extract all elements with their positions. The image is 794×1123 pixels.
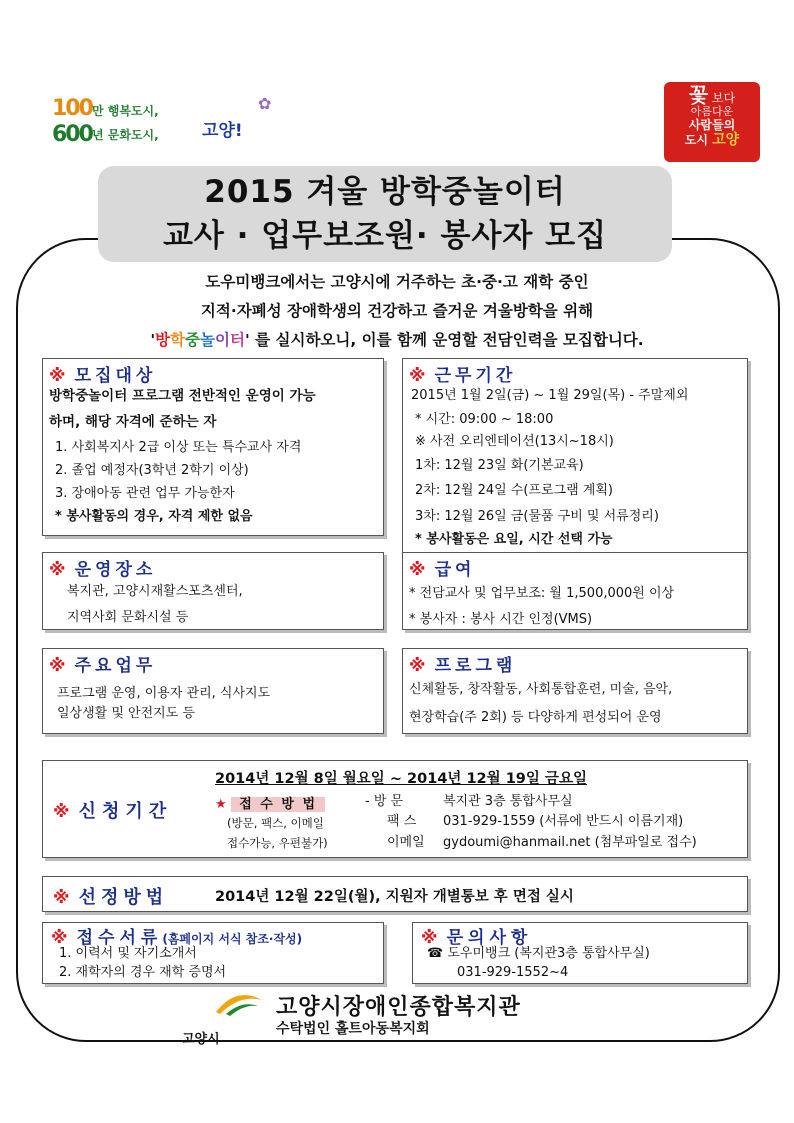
- logo-line2: 사람들의: [688, 118, 736, 132]
- program-line2: 현장학습(주 2회) 등 다양하게 편성되어 운영: [409, 710, 662, 725]
- flower-city-logo: [664, 82, 760, 162]
- main-duties-box: [42, 648, 384, 734]
- logo-slogan-line1: 만 행복도시,: [92, 104, 159, 118]
- goyang-city-logo: [182, 990, 276, 1047]
- title-line1: 2015 겨울 방학중놀이터: [204, 174, 566, 210]
- asterisk-icon: ※: [421, 928, 442, 948]
- title-line2: 교사 · 업무보조원· 봉사자 모집: [162, 218, 608, 254]
- place-heading: 운영장소: [74, 560, 157, 580]
- duty-line1: 프로그램 운영, 이용자 관리, 식사지도: [57, 686, 271, 701]
- recruit-note: * 봉사활동의 경우, 자격 제한 없음: [55, 509, 253, 524]
- logo-city-name: 고양!: [202, 121, 243, 141]
- footer-org-name: 고양시장애인종합복지관: [276, 995, 521, 1020]
- method-row-value: 031-929-1559 (서류에 반드시 이름기재): [443, 814, 684, 829]
- place-line2: 지역사회 문화시설 등: [67, 610, 189, 625]
- method-row-key: - 방 문: [365, 794, 404, 809]
- selection-method-box: [42, 876, 748, 912]
- program-box: [402, 648, 748, 734]
- period-heading: 근무기간: [434, 366, 517, 386]
- method-label: 접 수 방 법: [231, 797, 325, 812]
- recruit-item: 3. 장애아동 관련 업무 가능한자: [55, 486, 235, 501]
- flower-icon: ✿: [258, 94, 272, 113]
- intro-line3: [40, 328, 754, 350]
- recruit-item: 1. 사회복지사 2급 이상 또는 특수교사 자격: [55, 440, 302, 455]
- recruit-target-box: [42, 358, 384, 536]
- recruit-lead2: 하며, 해당 자격에 준하는 자: [49, 414, 217, 430]
- program-name-char: 방: [155, 331, 171, 349]
- recruit-item: 2. 졸업 예정자(3학년 2학기 이상): [55, 463, 249, 478]
- quote-open: ': [150, 331, 156, 349]
- swoosh-icon: [196, 990, 276, 1018]
- asterisk-icon: ※: [409, 656, 430, 676]
- duty-line2: 일상생활 및 안전지도 등: [57, 706, 195, 721]
- city-slogan-logo: [52, 92, 292, 154]
- method-row-key: 이메일: [387, 835, 425, 850]
- logo-city: 고양: [712, 132, 740, 148]
- method-sub2: 접수가능, 우편불가): [227, 836, 328, 850]
- pay-line2: * 봉사자 : 봉사 시간 인정(VMS): [409, 612, 593, 627]
- asterisk-icon: ※: [409, 366, 430, 386]
- select-text: 2014년 12월 22일(월), 지원자 개별통보 후 면접 실시: [215, 889, 574, 905]
- period-dates: 2015년 1월 2일(금) ~ 1월 29일(목) - 주말제외: [411, 388, 689, 403]
- star-icon: ★: [215, 797, 227, 812]
- docs-heading: 접수서류: [76, 928, 163, 948]
- program-name-char: 놀: [200, 331, 216, 349]
- asterisk-icon: ※: [49, 656, 70, 676]
- program-name-char: 터: [230, 331, 245, 349]
- place-line1: 복지관, 고양시재활스포츠센터,: [67, 584, 243, 599]
- contact-line2: 031-929-1552~4: [457, 965, 569, 980]
- logo-number-600: 600: [52, 122, 92, 147]
- apply-range: 2014년 12월 8일 월요일 ~ 2014년 12월 19일 금요일: [215, 771, 587, 787]
- logo-line3: 도시: [684, 133, 708, 147]
- asterisk-icon: ※: [49, 366, 70, 386]
- apply-heading: 신청기간: [78, 801, 173, 822]
- period-row: 1차: 12월 23일 화(기본교육): [415, 458, 584, 473]
- logo-small-text2: 아름다운: [690, 105, 734, 118]
- footer-city: 고양시: [182, 1032, 220, 1047]
- period-orientation: ※ 사전 오리엔테이션(13시~18시): [415, 434, 614, 449]
- intro-line3-rest: ' 를 실시하오니, 이를 함께 운영할 전담인력을 모집합니다.: [244, 331, 644, 349]
- recruit-heading: 모집대상: [74, 366, 157, 386]
- program-line1: 신체활동, 창작활동, 사회통합훈련, 미술, 음악,: [409, 682, 673, 697]
- period-row: 2차: 12월 24일 수(프로그램 계획): [415, 483, 613, 498]
- asterisk-icon: ※: [51, 928, 72, 948]
- operating-place-box: [42, 552, 384, 630]
- footer-sub: 수탁법인 홀트아동복지회: [276, 1021, 430, 1037]
- logo-big-char: 꽃: [688, 83, 709, 107]
- contact-line1: 도우미뱅크 (복지관3층 통합사무실): [447, 946, 650, 961]
- method-sub1: (방문, 팩스, 이메일: [227, 816, 324, 830]
- documents-box: [42, 922, 384, 984]
- period-note: * 봉사활동은 요일, 시간 선택 가능: [415, 532, 613, 547]
- intro-line1: 도우미뱅크에서는 고양시에 거주하는 초·중·고 재학 중인: [205, 273, 589, 291]
- period-time: * 시간: 09:00 ~ 18:00: [415, 412, 554, 427]
- contact-heading: 문의사항: [446, 928, 533, 948]
- select-heading: 선정방법: [78, 887, 169, 908]
- application-period-box: [42, 760, 748, 858]
- asterisk-icon: ※: [53, 888, 74, 908]
- method-row-value: 복지관 3층 통합사무실: [443, 794, 573, 809]
- docs-item: 2. 재학자의 경우 재학 증명서: [59, 965, 227, 980]
- asterisk-icon: ※: [53, 802, 74, 822]
- program-name-char: 중: [185, 331, 201, 349]
- asterisk-icon: ※: [409, 560, 430, 580]
- contact-box: [412, 922, 748, 984]
- docs-item: 1. 이력서 및 자기소개서: [59, 946, 197, 961]
- method-row-key: 팩 스: [387, 814, 417, 829]
- pay-line1: * 전담교사 및 업무보조: 월 1,500,000원 이상: [409, 586, 675, 601]
- program-heading: 프로그램: [434, 656, 517, 676]
- period-row: 3차: 12월 26일 금(물품 구비 및 서류정리): [415, 509, 659, 524]
- pay-box: [402, 552, 748, 630]
- pay-heading: 급여: [434, 560, 476, 580]
- program-name-char: 학: [170, 331, 186, 349]
- duty-heading: 주요업무: [74, 656, 157, 676]
- logo-small-text1: 보다: [711, 91, 736, 105]
- intro-line2: 지적·자폐성 장애학생의 건강하고 즐거운 겨울방학을 위해: [200, 302, 594, 320]
- recruit-lead1: 방학중놀이터 프로그램 전반적인 운영이 가능: [49, 388, 316, 404]
- asterisk-icon: ※: [49, 560, 70, 580]
- method-row-value: gydoumi@hanmail.net (첨부파일로 접수): [443, 835, 697, 850]
- program-name-char: 이: [215, 331, 230, 349]
- logo-slogan-line2: 년 문화도시,: [92, 128, 159, 142]
- title-box: [98, 166, 672, 262]
- logo-number-100: 100: [52, 96, 92, 121]
- docs-heading-note: (홈페이지 서식 참조·작성): [162, 932, 303, 946]
- phone-icon: ☎: [427, 946, 444, 961]
- work-period-box: [402, 358, 748, 554]
